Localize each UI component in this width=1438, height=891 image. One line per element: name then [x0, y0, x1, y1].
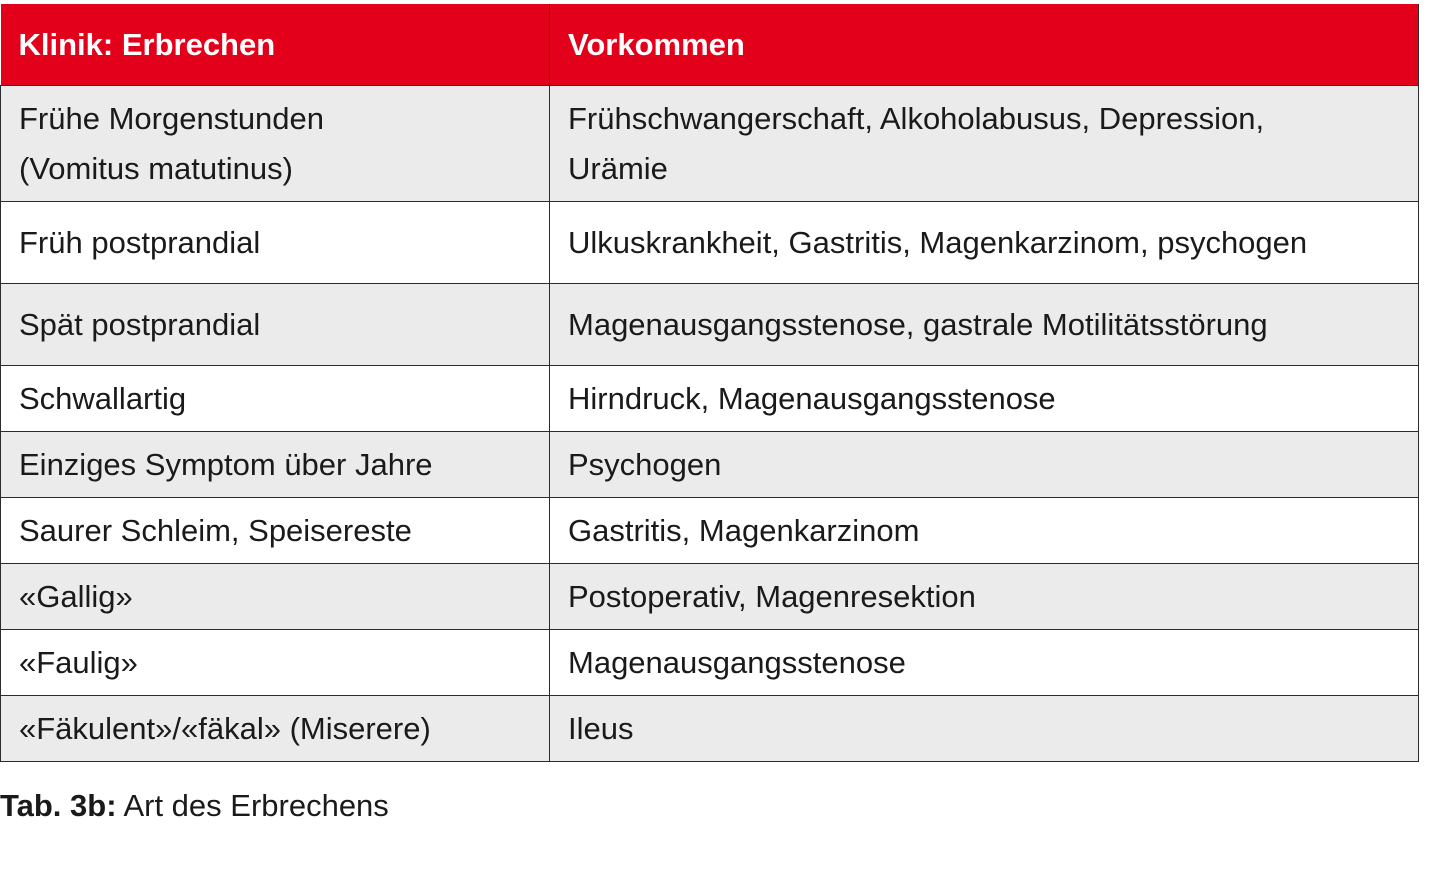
- table-row: [1, 202, 1419, 284]
- table-row: [1, 284, 1419, 366]
- cell-vorkommen: [550, 202, 1419, 284]
- cell-klinik: [1, 498, 550, 564]
- cell-vorkommen: [550, 696, 1419, 762]
- table-container: [0, 4, 1419, 762]
- cell-klinik: [1, 284, 550, 366]
- cell-vorkommen-line: Ileus: [568, 710, 634, 746]
- cell-vorkommen: [550, 284, 1419, 366]
- cell-vorkommen-line: Hirndruck, Magenausgangsstenose: [568, 380, 1056, 416]
- cell-klinik: [1, 202, 550, 284]
- cell-vorkommen-line: Urämie: [568, 150, 668, 186]
- vomiting-table: [0, 4, 1419, 762]
- cell-vorkommen-line: Psychogen: [568, 446, 722, 482]
- cell-vorkommen-line: Magenausgangsstenose: [568, 644, 906, 680]
- cell-vorkommen-line: Frühschwangerschaft, Alkoholabusus, Depression,: [568, 100, 1265, 136]
- caption-text: Art des Erbrechens: [116, 788, 389, 823]
- cell-klinik-line: Einziges Symptom über Jahre: [19, 446, 433, 482]
- table-header-row: [1, 4, 1419, 86]
- table-row: [1, 86, 1419, 202]
- cell-klinik: [1, 696, 550, 762]
- cell-klinik-line: Spät postprandial: [19, 306, 261, 342]
- cell-klinik: [1, 86, 550, 202]
- cell-klinik: [1, 630, 550, 696]
- cell-klinik-line: «Gallig»: [19, 578, 133, 614]
- table-row: [1, 630, 1419, 696]
- cell-vorkommen: [550, 366, 1419, 432]
- cell-klinik-line: «Faulig»: [19, 644, 138, 680]
- table-row: [1, 564, 1419, 630]
- cell-klinik-line: Früh postprandial: [19, 224, 261, 260]
- cell-vorkommen: [550, 498, 1419, 564]
- cell-vorkommen-line: Magenausgangsstenose, gastrale Motilitätsstörung: [568, 306, 1268, 342]
- cell-vorkommen: [550, 630, 1419, 696]
- column-header-klinik: Klinik: Erbrechen: [1, 4, 550, 86]
- cell-klinik: [1, 564, 550, 630]
- table-row: [1, 696, 1419, 762]
- table-row: [1, 366, 1419, 432]
- cell-klinik-line: Saurer Schleim, Speisereste: [19, 512, 412, 548]
- table-row: [1, 432, 1419, 498]
- cell-vorkommen: [550, 432, 1419, 498]
- cell-klinik-line: Frühe Morgenstunden: [19, 100, 325, 136]
- cell-vorkommen-line: Gastritis, Magenkarzinom: [568, 512, 920, 548]
- cell-vorkommen-line: Ulkuskrankheit, Gastritis, Magenkarzinom, psychogen: [568, 224, 1308, 260]
- cell-vorkommen-line: Postoperativ, Magenresektion: [568, 578, 976, 614]
- table-row: [1, 498, 1419, 564]
- cell-klinik: [1, 432, 550, 498]
- cell-vorkommen: [550, 564, 1419, 630]
- caption-label: Tab. 3b:: [0, 788, 117, 823]
- cell-klinik: [1, 366, 550, 432]
- cell-vorkommen: [550, 86, 1419, 202]
- cell-klinik-line: Schwallartig: [19, 380, 187, 416]
- table-caption: [0, 788, 389, 824]
- cell-klinik-line: (Vomitus matutinus): [19, 150, 293, 186]
- column-header-vorkommen: Vorkommen: [550, 4, 1419, 86]
- cell-klinik-line: «Fäkulent»/«fäkal» (Miserere): [19, 710, 431, 746]
